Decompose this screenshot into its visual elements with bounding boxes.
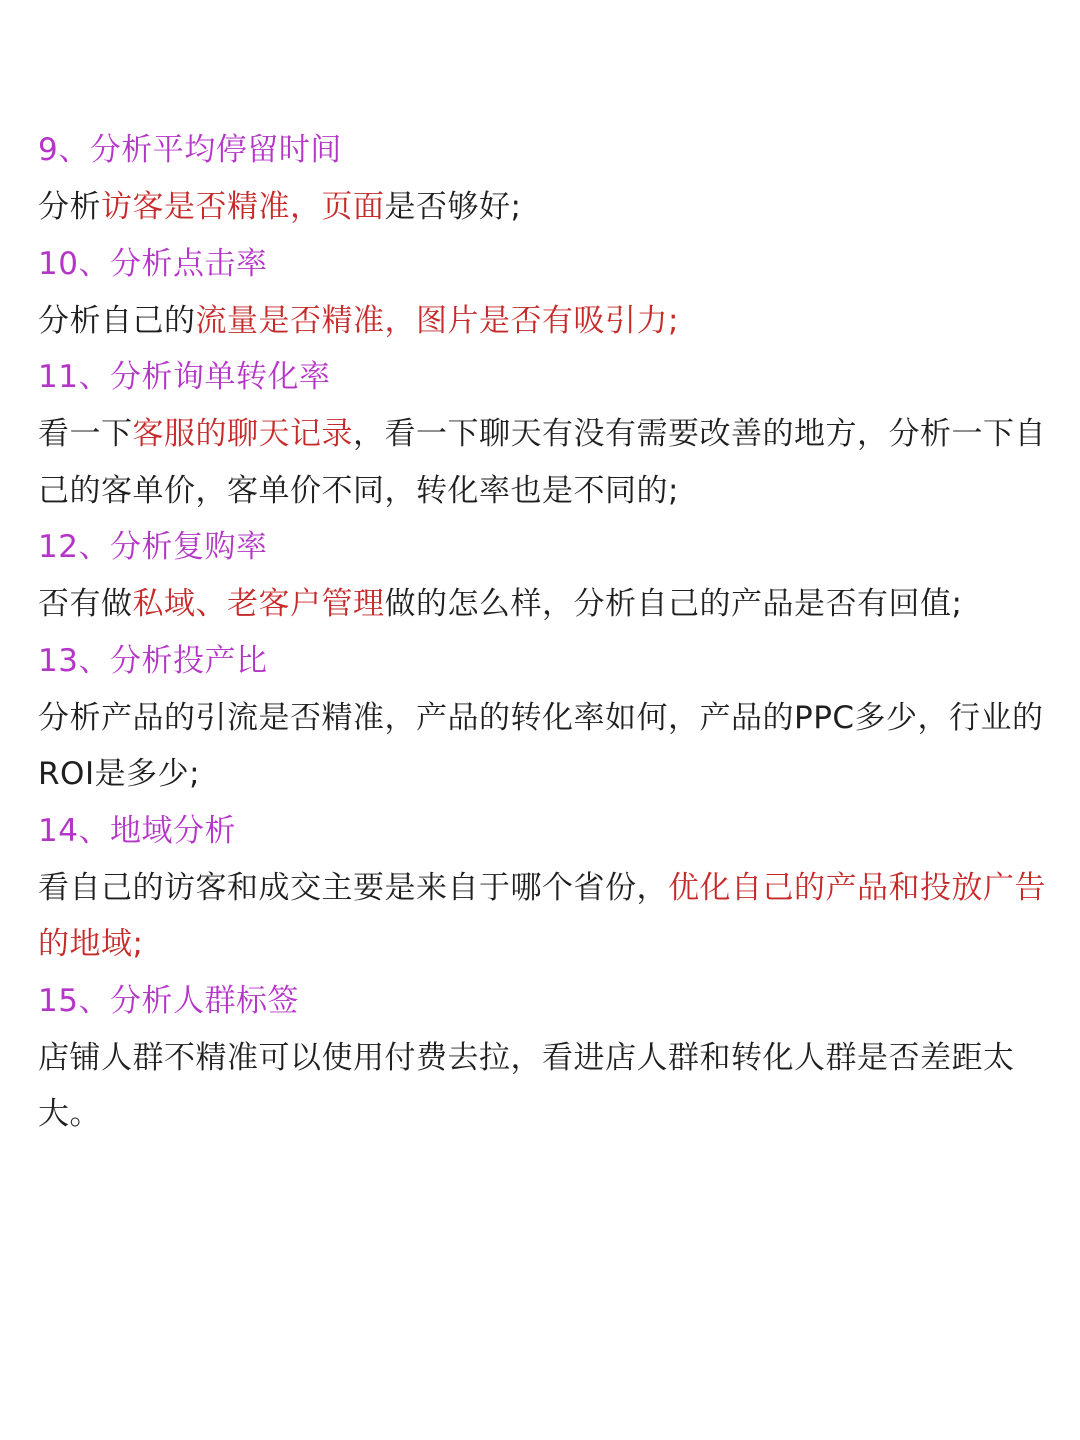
section-heading: 11、分析询单转化率 <box>38 359 331 395</box>
highlighted-text: 私域、老客户管理 <box>132 586 385 622</box>
section-heading: 12、分析复购率 <box>38 529 268 565</box>
body-text: 是否够好; <box>384 189 522 225</box>
document-body <box>38 122 1050 1143</box>
section-heading: 10、分析点击率 <box>38 245 268 282</box>
section-paragraph <box>38 690 1050 803</box>
section-heading: 13、分析投产比 <box>38 642 268 679</box>
highlighted-text: 客服的聊天记录 <box>132 416 353 452</box>
body-text: 看一下 <box>38 416 133 452</box>
section-heading: 15、分析人群标签 <box>38 982 299 1019</box>
section-paragraph <box>38 179 1050 236</box>
body-text: ，看一下聊天有没有需要改善的地方，分析一下自己的客单价，客单价不同，转化率也是不同的; <box>38 416 1046 509</box>
highlighted-text: 访客是否精准，页面 <box>101 189 385 225</box>
body-text: 分析 <box>38 189 101 225</box>
body-text: 分析自己的 <box>38 302 196 339</box>
section-paragraph <box>38 293 1050 350</box>
highlighted-text: 流量是否精准，图片是否有吸引力; <box>195 302 679 339</box>
section-heading: 14、地域分析 <box>38 812 236 849</box>
section-paragraph <box>38 406 1050 519</box>
section-paragraph <box>38 1030 1050 1143</box>
highlighted-text: 优化自己的产品和投放广告的地域; <box>38 869 1046 962</box>
body-text: 否有做 <box>38 586 133 622</box>
body-text: 看自己的访客和成交主要是来自于哪个省份， <box>38 869 668 906</box>
section-heading: 9、分析平均停留时间 <box>38 132 342 168</box>
body-text: 做的怎么样，分析自己的产品是否有回值; <box>384 586 963 622</box>
section-paragraph <box>38 576 1050 633</box>
body-text: 店铺人群不精准可以使用付费去拉，看进店人群和转化人群是否差距太大。 <box>38 1039 1015 1132</box>
section-paragraph <box>38 860 1050 973</box>
body-text: 分析产品的引流是否精准，产品的转化率如何，产品的PPC多少，行业的ROI是多少; <box>38 699 1044 792</box>
